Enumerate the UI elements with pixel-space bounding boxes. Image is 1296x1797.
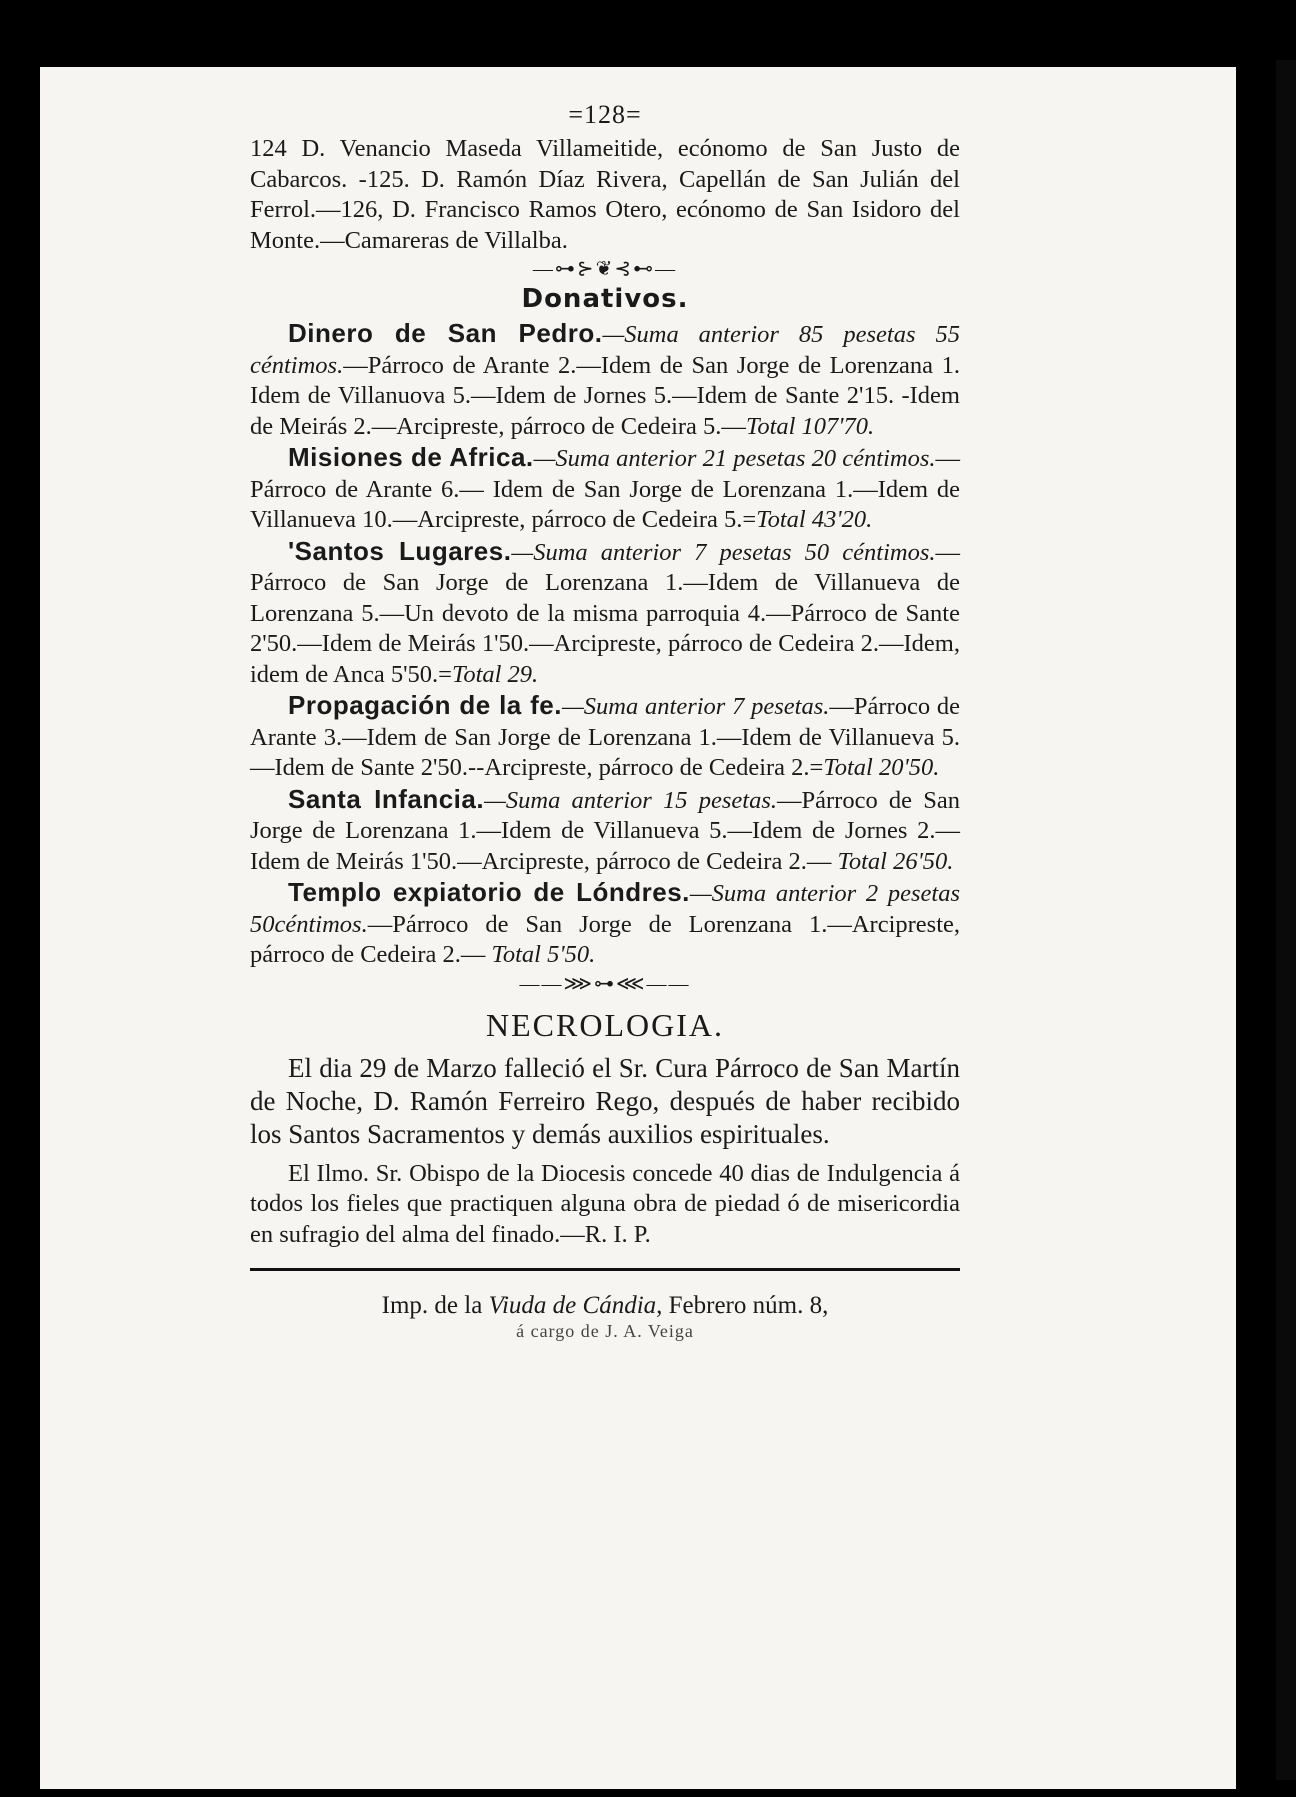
entry-previous-sum: —Suma anterior 7 pesetas 50 céntimos. (511, 538, 936, 566)
ornament-divider: ——⋙⊶⋘—— (519, 972, 691, 995)
entry-body: —Párroco de San Jorge de Lorenzana 1.—Idem de Villanueva de Lorenzana 5.—Un devoto de la misma parroquia 4.—Párroco de Sante 2'50.—Idem de Meirás 1'50.—Arcipreste, párroco de Cedeira 2.—Idem, idem de Anca 5'50.= (250, 538, 960, 688)
entry-propagacion-fe (250, 690, 960, 784)
page-content (250, 100, 960, 1342)
entry-body: —Párroco de San Jorge de Lorenzana 1.—Arcipreste, párroco de Cedeira 2.— (250, 910, 960, 968)
entry-previous-sum: —Suma anterior 21 pesetas 20 céntimos. (533, 445, 936, 472)
ornament-divider: —⊶⊱❦⊰⊷— (532, 258, 678, 280)
indulgence-paragraph: El Ilmo. Sr. Obispo de la Diocesis concede 40 dias de Indulgencia á todos los fieles que practiquen alguna obra de piedad ó de misericordia en sufragio del alma del finado.—R. I. P. (250, 1159, 960, 1248)
entry-previous-sum: —Suma anterior 7 pesetas. (562, 693, 830, 720)
entry-total: Total 107'70. (745, 412, 875, 440)
entry-heading: Santa Infancia. (288, 783, 485, 814)
imprint-manager: á cargo de J. A. Veiga (516, 1321, 694, 1341)
entry-previous-sum: —Suma anterior 2 pesetas 50céntimos. (250, 880, 960, 938)
entry-body: —Párroco de Arante 2.—Idem de San Jorge de Lorenzana 1. Idem de Villanuova 5.—Idem de Jornes 5.—Idem de Sante 2'15. -Idem de Meirás 2.—Arcipreste, párroco de Cedeira 5.— (250, 351, 960, 440)
page-edge (1276, 60, 1296, 1780)
entry-total: Total 43'20. (756, 506, 873, 533)
entry-body: —Párroco de Arante 6.— Idem de San Jorge de Lorenzana 1.—Idem de Villanueva 10.—Arcipreste, párroco de Cedeira 5.= (250, 445, 960, 533)
imprint-printer: Viuda de Cándia, (488, 1292, 663, 1319)
entry-previous-sum: —Suma anterior 85 pesetas 55 céntimos. (250, 321, 960, 379)
entry-santa-infancia (250, 784, 960, 878)
entry-body: —Párroco de San Jorge de Lorenzana 1.—Idem de Villanueva 5.—Idem de Jornes 2.—Idem de Meirás 1'50.—Arcipreste, párroco de Cedeira 2.— (250, 786, 960, 875)
entry-heading: 'Santos Lugares. (288, 535, 512, 566)
intro-paragraph: 124 D. Venancio Maseda Villameitide, ecónomo de San Justo de Cabarcos. -125. D. Ramón Díaz Rivera, Capellán de San Julián del Ferrol.—126, D. Francisco Ramos Otero, ecónomo de San Isidoro del Monte.—Camareras de Villalba. (250, 135, 960, 254)
entry-templo-londres (250, 877, 960, 971)
entry-total: Total 20'50. (823, 754, 940, 781)
donativos-title: Donativos. (521, 284, 689, 314)
necrologia-title: NECROLOGIA. (486, 1006, 724, 1043)
necrologia-paragraph: El dia 29 de Marzo falleció el Sr. Cura Párroco de San Martín de Noche, D. Ramón Ferreiro Rego, después de haber recibido los Santos Sacramentos y demás auxilios espirituales. (250, 1052, 960, 1149)
entry-dinero-san-pedro (250, 318, 960, 442)
entry-heading: Propagación de la fe. (288, 690, 562, 720)
footer-rule (250, 1268, 960, 1271)
entry-misiones-africa (250, 442, 960, 536)
entry-total: Total 5'50. (491, 941, 596, 968)
entry-heading: Misiones de Africa. (288, 442, 534, 472)
entry-body: —Párroco de Arante 3.—Idem de San Jorge de Lorenzana 1.—Idem de Villanueva 5.—Idem de Sante 2'50.--Arcipreste, párroco de Cedeira 2.= (250, 693, 960, 781)
entry-heading: Dinero de San Pedro. (288, 318, 603, 348)
page-number: =128= (568, 100, 642, 129)
entry-total: Total 29. (451, 660, 539, 688)
imprint-line (250, 1291, 960, 1321)
imprint-prefix: Imp. de la (381, 1292, 489, 1319)
entry-santos-lugares (250, 536, 960, 691)
entry-previous-sum: —Suma anterior 15 pesetas. (484, 786, 778, 814)
imprint-address: Febrero núm. 8, (662, 1292, 829, 1319)
entry-total: Total 26'50. (837, 847, 954, 875)
entry-heading: Templo expiatorio de Lóndres. (288, 877, 690, 907)
